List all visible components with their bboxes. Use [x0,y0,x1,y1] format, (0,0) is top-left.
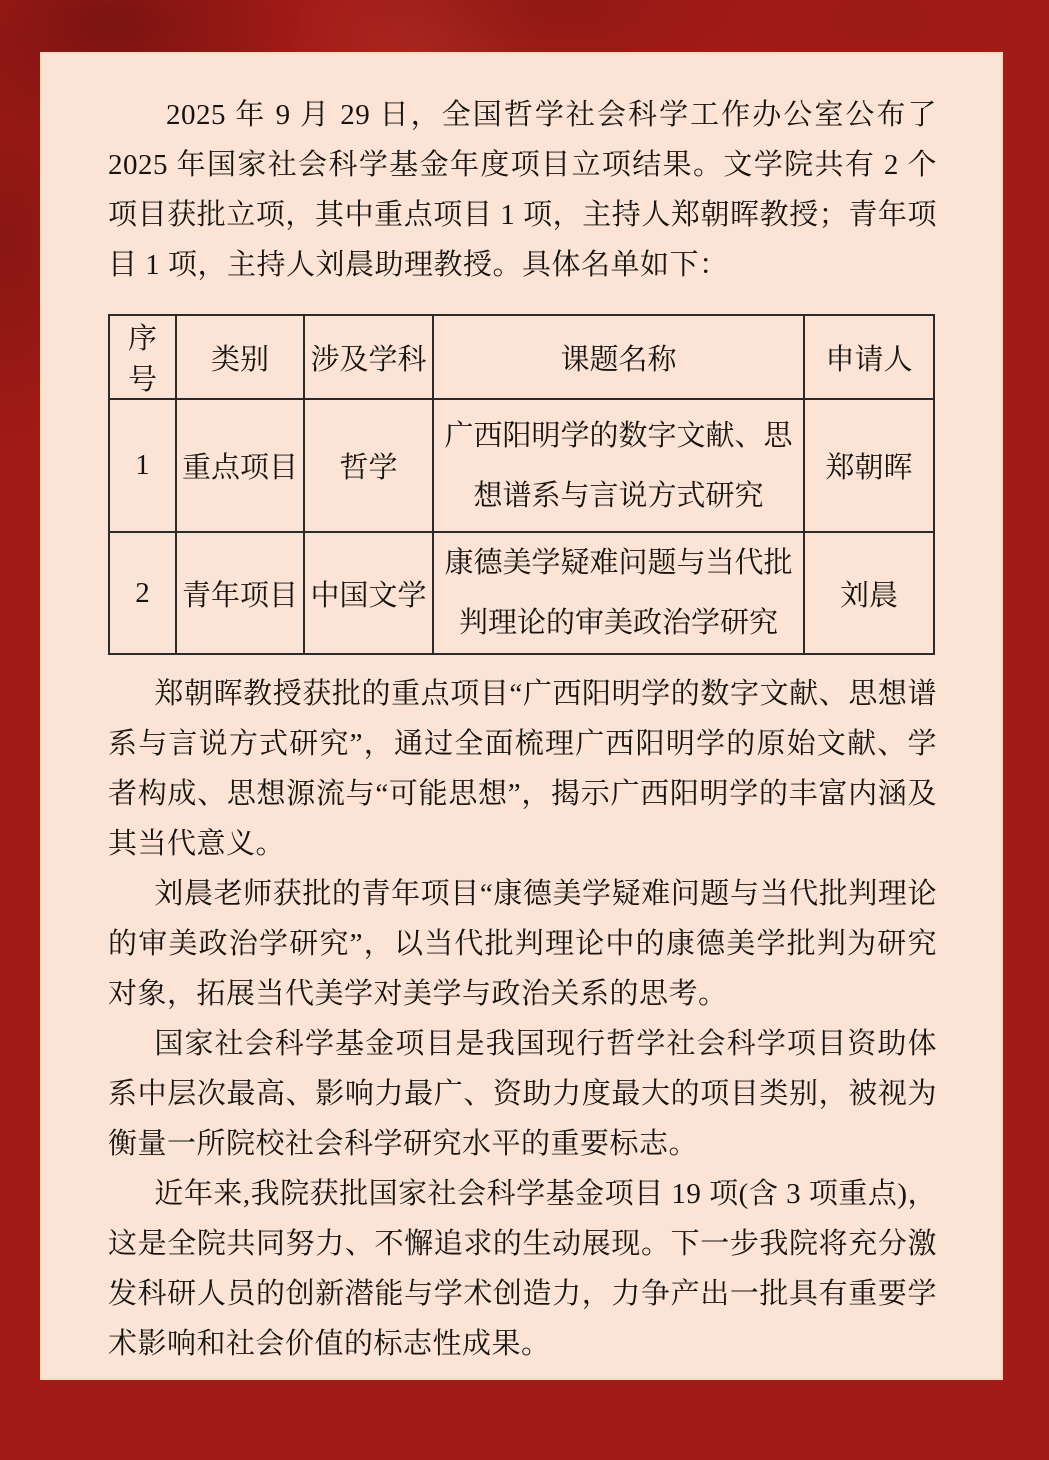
column-header-title: 课题名称 [433,315,804,399]
column-header-applicant: 申请人 [804,315,934,399]
sparkle-decoration [0,0,4,4]
paragraph-outlook: 近年来,我院获批国家社会科学基金项目 19 项(含 3 项重点)，这是全院共同努力、不懈追求的生动展现。下一步我院将充分激发科研人员的创新潜能与学术创造力，力争产出一批具有重要学术影响和社会价值的标志性成果。 [108,1178,937,1360]
table-row [109,532,934,654]
projects-table [108,314,935,655]
cell-subject: 哲学 [304,399,433,532]
column-header-index: 序号 [109,315,176,399]
cell-applicant: 刘晨 [804,532,934,654]
content-panel [40,52,1003,1380]
cell-applicant: 郑朝晖 [804,399,934,532]
cell-subject: 中国文学 [304,532,433,654]
cell-index: 2 [109,532,176,654]
cell-index: 1 [109,399,176,532]
paragraph-key-project: 郑朝晖教授获批的重点项目“广西阳明学的数字文献、思想谱系与言说方式研究”，通过全面梳理广西阳明学的原始文献、学者构成、思想源流与“可能思想”，揭示广西阳明学的丰富内涵及其当代意义。 [108,678,937,860]
paragraph-intro: 2025 年 9 月 29 日，全国哲学社会科学工作办公室公布了 2025 年国家社会科学基金年度项目立项结果。文学院共有 2 个项目获批立项，其中重点项目 1 项，主持人郑朝晖教授；青年项目 1 项，主持人刘晨助理教授。具体名单如下： [108,99,937,281]
column-header-category: 类别 [176,315,304,399]
column-header-subject: 涉及学科 [304,315,433,399]
paragraph-youth-project: 刘晨老师获批的青年项目“康德美学疑难问题与当代批判理论的审美政治学研究”，以当代批判理论中的康德美学批判为研究对象，拓展当代美学对美学与政治关系的思考。 [108,878,937,1010]
paragraph-fund-significance: 国家社会科学基金项目是我国现行哲学社会科学项目资助体系中层次最高、影响力最广、资助力度最大的项目类别，被视为衡量一所院校社会科学研究水平的重要标志。 [108,1028,937,1160]
cell-title: 广西阳明学的数字文献、思想谱系与言说方式研究 [433,399,804,532]
cell-category: 重点项目 [176,399,304,532]
table-row [109,399,934,532]
cell-title: 康德美学疑难问题与当代批判理论的审美政治学研究 [433,532,804,654]
cell-category: 青年项目 [176,532,304,654]
table-header-row [109,315,934,399]
